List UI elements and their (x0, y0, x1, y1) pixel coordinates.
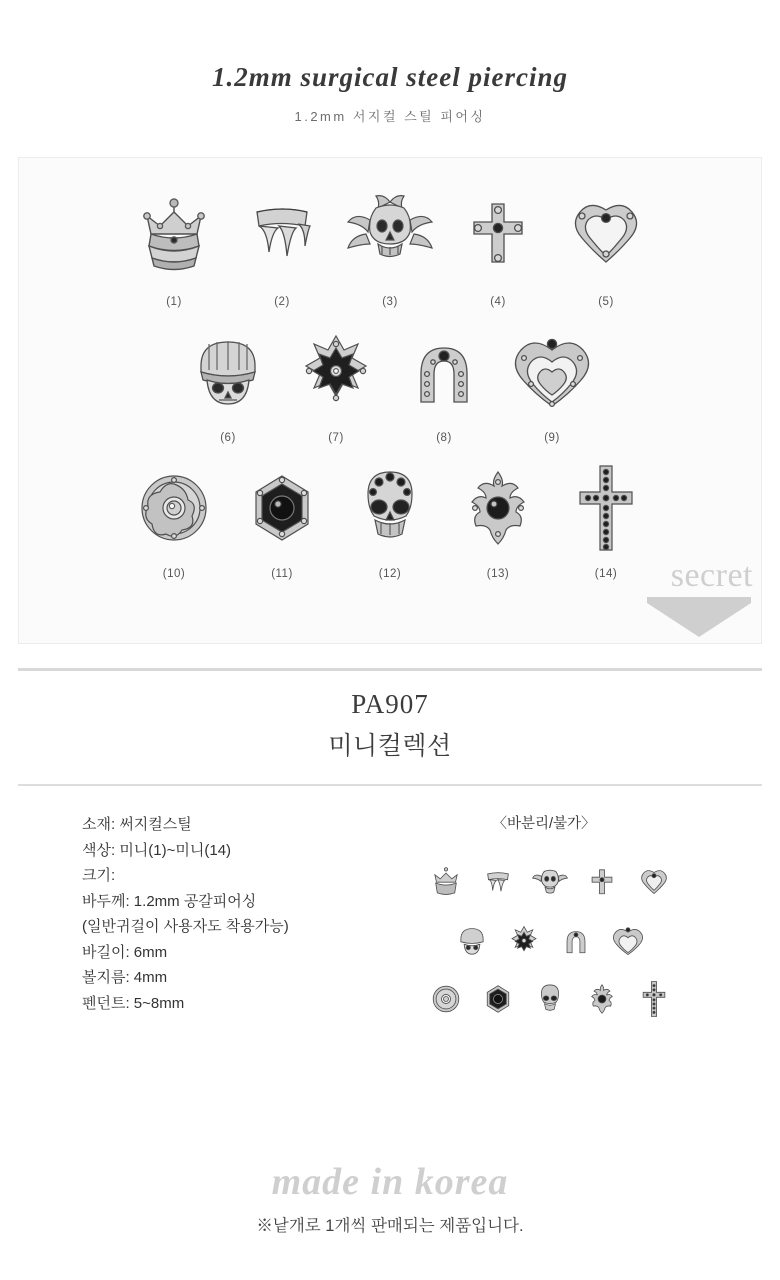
skull-headdress-charm-icon (524, 859, 576, 907)
gallery-item-label: (2) (274, 296, 290, 308)
spec-list (0, 812, 360, 1033)
gallery-item-3[interactable] (336, 188, 444, 308)
spec-line: 색상: 미니(1)~미니(14) (82, 841, 232, 859)
spec-line: 바길이: 6mm (82, 943, 168, 961)
round-rose-charm-icon (420, 975, 472, 1023)
gallery-item-label: (5) (598, 296, 614, 308)
mini-row (360, 975, 740, 1023)
skull-headdress-charm-icon (336, 188, 444, 284)
round-rose-charm-icon (120, 460, 228, 556)
gallery-item-13[interactable] (444, 460, 552, 580)
hexagon-gem-charm-icon (228, 460, 336, 556)
gallery-item-label: (6) (220, 432, 236, 444)
gallery-item-label: (14) (594, 568, 618, 580)
spec-line: 바두께: 1.2mm 공갈피어싱 (82, 892, 257, 910)
gallery-item-label: (3) (382, 296, 398, 308)
cross-charm-icon (576, 859, 628, 907)
fangs-charm-icon (472, 859, 524, 907)
cross-charm-icon (444, 188, 552, 284)
hexagon-gem-charm-icon (472, 975, 524, 1023)
spec-line: 펜던트: 5~8mm (82, 994, 185, 1012)
spec-line: (일반귀걸이 사용자도 착용가능) (82, 918, 289, 935)
horseshoe-charm-icon (550, 917, 602, 965)
product-name: 미니컬렉션 (328, 732, 452, 760)
heart-charm-icon (602, 917, 654, 965)
spec-section (0, 786, 780, 1033)
gallery-item-label: (9) (544, 432, 560, 444)
spec-line: 볼지름: 4mm (82, 969, 168, 986)
spec-line: 소재: 써지컬스틸 (82, 816, 192, 833)
long-cross-charm-icon (552, 460, 660, 556)
gallery-row (19, 444, 761, 580)
product-gallery (18, 157, 762, 644)
gallery-item-9[interactable] (498, 324, 606, 444)
gallery-item-2[interactable] (228, 188, 336, 308)
gallery-item-1[interactable] (120, 188, 228, 308)
crown-charm-icon (120, 188, 228, 284)
gallery-item-8[interactable] (390, 324, 498, 444)
separation-notice: 〈바분리/불가〉 (492, 816, 596, 832)
gallery-item-label: (4) (490, 296, 506, 308)
watermark-logo-icon (645, 595, 753, 639)
fleur-cross-charm-icon (576, 975, 628, 1023)
gallery-item-5[interactable] (552, 188, 660, 308)
star-cross-charm-icon (282, 324, 390, 420)
heart-crown-charm-icon (552, 188, 660, 284)
made-in-korea-text: made in korea (271, 1161, 509, 1203)
gallery-item-10[interactable] (120, 460, 228, 580)
gallery-item-14[interactable] (552, 460, 660, 580)
product-code: PA907 (351, 689, 429, 719)
heart-charm-icon (498, 324, 606, 420)
page-footer (0, 1160, 780, 1236)
heart-crown-charm-icon (628, 859, 680, 907)
gallery-item-label: (12) (378, 568, 402, 580)
mini-thumbnail-grid (360, 859, 780, 1023)
gallery-item-4[interactable] (444, 188, 552, 308)
gallery-item-label: (10) (162, 568, 186, 580)
helmet-skull-charm-icon (174, 324, 282, 420)
page-subtitle: 1.2mm 서지컬 스틸 피어싱 (294, 109, 486, 124)
gallery-item-7[interactable] (282, 324, 390, 444)
gallery-row (19, 308, 761, 444)
horseshoe-charm-icon (390, 324, 498, 420)
long-cross-charm-icon (628, 975, 680, 1023)
gallery-item-6[interactable] (174, 324, 282, 444)
gallery-item-label: (7) (328, 432, 344, 444)
fangs-charm-icon (228, 188, 336, 284)
gallery-item-12[interactable] (336, 460, 444, 580)
gallery-item-label: (11) (271, 568, 293, 580)
mini-row (360, 859, 740, 907)
skull-gem-charm-icon (524, 975, 576, 1023)
gallery-item-label: (8) (436, 432, 452, 444)
product-info (0, 671, 780, 762)
spec-preview (360, 812, 780, 1033)
star-cross-charm-icon (498, 917, 550, 965)
footer-note: ※낱개로 1개씩 판매되는 제품입니다. (256, 1217, 524, 1235)
mini-row (360, 917, 740, 965)
gallery-item-label: (13) (486, 568, 510, 580)
spec-line: 크기: (82, 867, 116, 884)
gallery-item-11[interactable] (228, 460, 336, 580)
gallery-row (19, 158, 761, 308)
page-header (0, 0, 780, 125)
skull-gem-charm-icon (336, 460, 444, 556)
crown-charm-icon (420, 859, 472, 907)
helmet-skull-charm-icon (446, 917, 498, 965)
gallery-item-label: (1) (166, 296, 182, 308)
fleur-cross-charm-icon (444, 460, 552, 556)
watermark-text: secret (670, 557, 753, 594)
page-title: 1.2mm surgical steel piercing (212, 62, 568, 92)
